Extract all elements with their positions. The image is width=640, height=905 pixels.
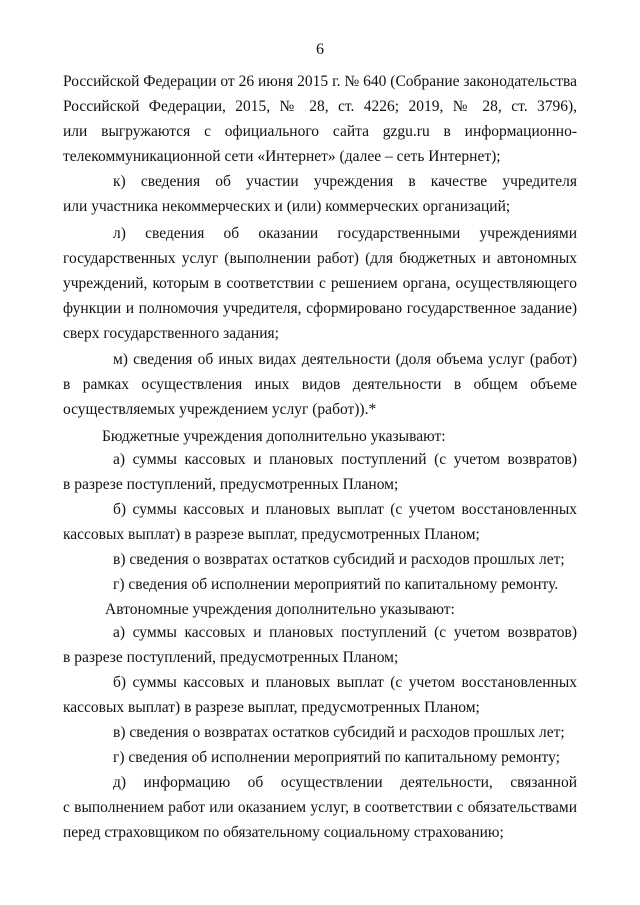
text-line: в разрезе поступлений, предусмотренных Планом; xyxy=(63,476,399,493)
text-line: а) суммы кассовых и плановых поступлений (с учетом возвратов) xyxy=(113,624,577,641)
page-number: 6 xyxy=(316,41,324,58)
text-line: функции и полномочия учредителя, сформировано государственное задание) xyxy=(63,300,577,317)
text-line: г) сведения об исполнении мероприятий по капитальному ремонту; xyxy=(113,749,560,766)
text-line: в) сведения о возвратах остатков субсидий и расходов прошлых лет; xyxy=(113,724,565,741)
text-line: или участника некоммерческих и (или) коммерческих организаций; xyxy=(63,198,511,215)
text-line: к) сведения об участии учреждения в качестве учредителя xyxy=(113,173,577,190)
text-line: учреждений, которым в соответствии с решением органа, осуществляющего xyxy=(63,275,577,292)
text-line: в разрезе поступлений, предусмотренных Планом; xyxy=(63,649,399,666)
text-line: Российской Федерации от 26 июня 2015 г. № 640 (Собрание законодательства xyxy=(63,73,577,90)
text-line: в) сведения о возвратах остатков субсидий и расходов прошлых лет; xyxy=(113,551,565,568)
text-line: а) суммы кассовых и плановых поступлений (с учетом возвратов) xyxy=(113,451,577,468)
text-line: Российской Федерации, 2015, № 28, ст. 4226; 2019, № 28, ст. 3796), xyxy=(63,98,577,115)
text-line: г) сведения об исполнении мероприятий по капитальному ремонту. xyxy=(113,576,559,593)
text-line: или выгружаются с официального сайта gzgu.ru в информационно- xyxy=(63,123,577,140)
text-line: б) суммы кассовых и плановых выплат (с учетом восстановленных xyxy=(113,674,577,691)
text-line: б) суммы кассовых и плановых выплат (с учетом восстановленных xyxy=(113,501,577,518)
text-line: осуществляемых учреждением услуг (работ)).* xyxy=(63,401,377,418)
text-line: Бюджетные учреждения дополнительно указывают: xyxy=(102,428,446,445)
text-line: государственных услуг (выполнении работ) (для бюджетных и автономных xyxy=(63,250,577,267)
text-line: м) сведения об иных видах деятельности (доля объема услуг (работ) xyxy=(113,351,577,368)
text-line: кассовых выплат) в разрезе выплат, предусмотренных Планом; xyxy=(63,526,480,543)
text-line: перед страховщиком по обязательному социальному страхованию; xyxy=(63,824,504,841)
text-line: д) информацию об осуществлении деятельности, связанной xyxy=(113,774,577,791)
text-line: сверх государственного задания; xyxy=(63,325,279,342)
text-line: Автономные учреждения дополнительно указывают: xyxy=(105,601,455,618)
text-line: в рамках осуществления иных видов деятельности в общем объеме xyxy=(63,376,577,393)
text-line: л) сведения об оказании государственными учреждениями xyxy=(113,225,577,242)
text-line: телекоммуникационной сети «Интернет» (далее – сеть Интернет); xyxy=(63,148,501,165)
text-line: с выполнением работ или оказанием услуг, в соответствии с обязательствами xyxy=(63,799,577,816)
text-line: кассовых выплат) в разрезе выплат, предусмотренных Планом; xyxy=(63,699,480,716)
